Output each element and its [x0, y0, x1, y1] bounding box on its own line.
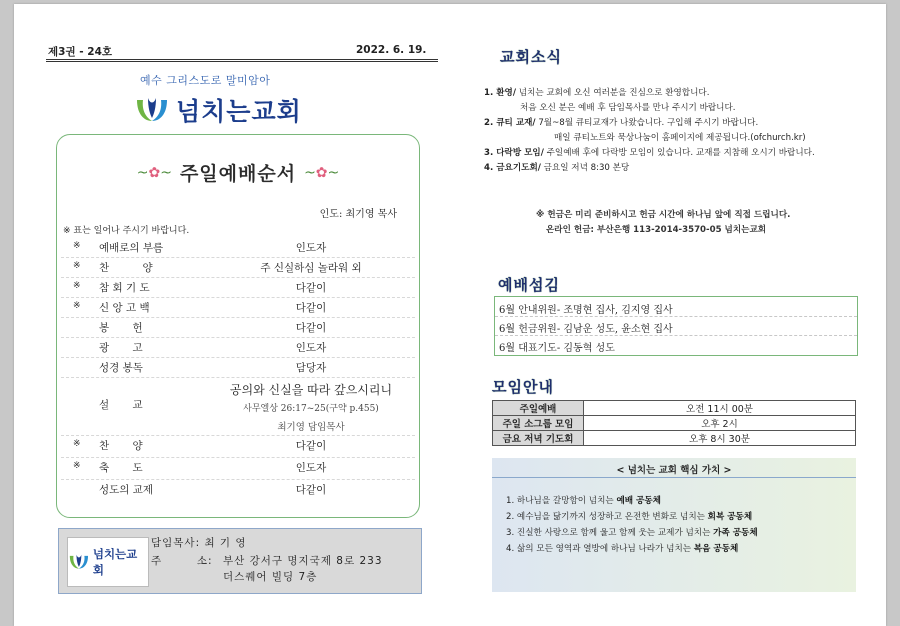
meeting-name: 금요 저녁 기도회	[493, 431, 584, 446]
order-item-leader: 다같이	[295, 322, 327, 334]
order-item-hymn: 주 신실하심 놀라워 외	[260, 262, 362, 274]
order-item-name: 성경 봉독	[99, 362, 143, 374]
sermon-title: 공의와 신실을 따라 갚으시리니	[229, 383, 393, 397]
vine-ornament-right-icon: ~✿~	[304, 164, 340, 181]
meetings-table	[492, 400, 856, 446]
order-item-leader: 인도자	[295, 342, 327, 354]
duty-line: 6월 대표기도- 김동혁 성도	[499, 343, 615, 354]
core-value-item	[506, 542, 738, 554]
sermon-row	[61, 377, 415, 436]
stand-mark: ※	[73, 461, 81, 471]
stand-mark: ※	[73, 439, 81, 449]
core-value-text: 2. 예수님을 닮기까지 성장하고 온전한 변화로 넘치는	[506, 512, 708, 522]
news-item-text: 넘치는 교회에 오신 여러분을 진심으로 환영합니다.	[518, 88, 710, 98]
offering-note	[536, 208, 790, 238]
table-row	[493, 431, 856, 446]
order-row	[61, 317, 415, 338]
order-item-leader: 다같이	[295, 440, 327, 452]
order-row	[61, 479, 415, 501]
worship-order-title: 주일예배순서	[179, 163, 297, 185]
header-divider	[46, 59, 438, 62]
news-item	[484, 161, 815, 176]
order-row	[61, 237, 415, 258]
news-title: 교회소식	[500, 48, 562, 66]
order-item-leader: 담당자	[295, 362, 327, 374]
core-value-text: 3. 진실한 사랑으로 함께 울고 함께 웃는 교제가 넘치는	[506, 528, 714, 538]
issue-number: 제3권 - 24호	[48, 46, 113, 58]
news-item-head: 2. 큐티 교재/	[484, 118, 536, 128]
order-row	[61, 297, 415, 318]
duty-line: 6월 안내위원- 조명현 집사, 김지영 집사	[499, 305, 673, 316]
order-item-leader: 인도자	[295, 242, 327, 254]
church-logo	[134, 90, 302, 130]
table-row	[493, 416, 856, 431]
order-item-leader: 인도자	[295, 462, 327, 474]
news-item-sub: 매일 큐티노트와 묵상나눔이 홈페이지에 제공됩니다.(ofchurch.kr)	[554, 133, 806, 143]
order-item-leader: 다같이	[295, 302, 327, 314]
order-row	[61, 277, 415, 298]
core-value-emphasis: 가족 공동체	[713, 528, 758, 538]
bulletin-page	[14, 4, 886, 626]
news-item	[484, 146, 815, 161]
core-value-emphasis: 예배 공동체	[616, 496, 661, 506]
order-item-leader: 다같이	[295, 484, 327, 496]
order-row	[61, 257, 415, 278]
order-item-name: 신 앙 고 백	[99, 302, 150, 314]
info-logo-name: 넘치는교회	[92, 547, 138, 577]
meeting-time: 오후 8시 30분	[584, 431, 856, 446]
address-label: 주 소:	[151, 555, 213, 567]
offering-line-2: 온라인 헌금: 부산은행 113-2014-3570-05 넘치는교회	[546, 225, 767, 235]
info-logo	[67, 537, 149, 587]
address-line-2: 더스퀘어 빌딩 7층	[223, 571, 318, 583]
core-value-emphasis: 복음 공동체	[693, 544, 739, 554]
worship-order-box	[56, 134, 420, 518]
meeting-time: 오후 2시	[584, 416, 856, 431]
sermon-preacher: 최기영 담임목사	[277, 422, 345, 433]
order-item-name: 축 도	[99, 462, 143, 474]
meetings-title: 모임안내	[492, 378, 554, 396]
duty-divider	[495, 335, 857, 336]
meeting-name: 주일 소그룹 모임	[493, 416, 584, 431]
news-item-head: 1. 환영/	[484, 88, 516, 98]
news-item	[484, 86, 815, 101]
sermon-label: 설 교	[99, 399, 143, 411]
news-item-text: 주일예배 후에 다락방 모임이 있습니다. 교재를 지참해 오시기 바랍니다.	[546, 148, 815, 158]
standing-note: ※ 표는 일어나 주시기 바랍니다.	[63, 226, 190, 236]
order-item-name: 성도의 교제	[99, 484, 154, 496]
core-value-text: 1. 하나님을 갈망함이 넘치는	[506, 496, 617, 506]
church-info-box	[58, 528, 422, 594]
order-item-leader: 다같이	[295, 282, 327, 294]
church-name: 넘치는교회	[176, 97, 302, 126]
order-row	[61, 435, 415, 458]
duty-title: 예배섬김	[498, 276, 560, 294]
slogan: 예수 그리스도로 말미암아	[140, 74, 271, 87]
vine-ornament-left-icon: ~✿~	[136, 164, 172, 181]
offering-line-1: ※ 헌금은 미리 준비하시고 헌금 시간에 하나님 앞에 직접 드립니다.	[536, 210, 791, 220]
order-item-name: 광 고	[99, 342, 143, 354]
worship-order-header	[57, 159, 419, 186]
core-value-item	[506, 494, 661, 506]
order-item-name: 찬 양	[99, 440, 143, 452]
order-item-name: 봉 헌	[99, 322, 143, 334]
core-value-item	[506, 510, 752, 522]
core-values-divider	[492, 477, 856, 478]
table-row	[493, 401, 856, 416]
meeting-name: 주일예배	[493, 401, 584, 416]
duty-line: 6월 헌금위원- 김남운 성도, 윤소현 집사	[499, 324, 673, 335]
news-list	[484, 86, 815, 176]
stand-mark: ※	[73, 261, 81, 271]
order-row	[61, 357, 415, 378]
duty-divider	[495, 316, 857, 317]
pastor-line: 담임목사: 최 기 영	[151, 537, 247, 549]
order-item-name: 찬 양	[99, 262, 153, 274]
presider: 인도: 최기영 목사	[319, 209, 397, 220]
news-item-head: 3. 다락방 모임/	[484, 148, 544, 158]
address-line-1: 부산 강서구 명지국제 8로 233	[223, 555, 383, 567]
order-row	[61, 457, 415, 480]
core-values-title: < 넘치는 교회 핵심 가치 >	[616, 465, 732, 476]
news-item-text: 금요일 저녁 8:30 본당	[543, 163, 630, 173]
sermon-reference: 사무엘상 26:17~25(구약 p.455)	[243, 404, 379, 414]
news-item-text: 7월~8월 큐티교재가 나왔습니다. 구입해 주시기 바랍니다.	[538, 118, 759, 128]
order-item-name: 참 회 기 도	[99, 282, 150, 294]
church-logo-icon	[134, 94, 170, 126]
order-row	[61, 337, 415, 358]
stand-mark: ※	[73, 281, 81, 291]
core-values-box	[492, 458, 856, 592]
bulletin-date: 2022. 6. 19.	[356, 44, 427, 56]
core-value-item	[506, 526, 758, 538]
core-value-text: 4. 삶의 모든 영역과 열방에 하나님 나라가 넘치는	[506, 544, 694, 554]
meeting-time: 오전 11시 00분	[584, 401, 856, 416]
church-logo-icon	[68, 552, 90, 572]
order-item-name: 예배로의 부름	[99, 242, 164, 254]
news-item-sub: 처음 오신 분은 예배 후 담임목사를 만나 주시기 바랍니다.	[520, 103, 736, 113]
core-value-emphasis: 회복 공동체	[707, 512, 753, 522]
news-item-head: 4. 금요기도회/	[484, 163, 541, 173]
duty-box	[494, 296, 858, 356]
stand-mark: ※	[73, 241, 81, 251]
stand-mark: ※	[73, 301, 81, 311]
news-item	[484, 116, 815, 131]
